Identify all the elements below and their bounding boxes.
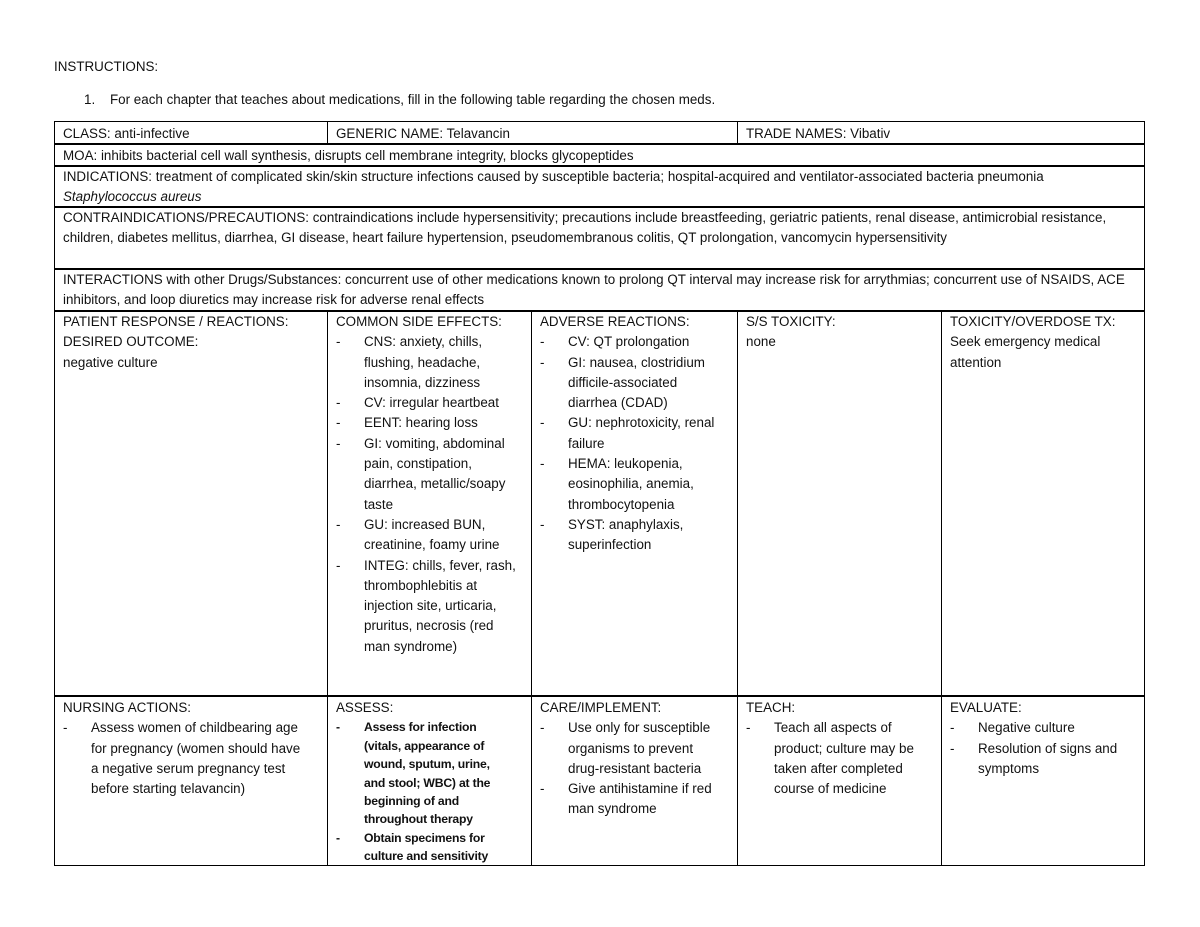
overdose-tx-text: Seek emergency medical attention [950, 334, 1101, 370]
adverse-reactions-label: ADVERSE REACTIONS: [540, 314, 690, 329]
class-cell: CLASS: anti-infective [63, 126, 190, 141]
teach-cell [738, 698, 941, 799]
toxicity-signs-text: none [746, 334, 776, 350]
indications-cell [55, 167, 1135, 208]
moa-cell: MOA: inhibits bacterial cell wall synthesis, disrupts cell membrane integrity, blocks glycopeptides [63, 148, 634, 163]
care-implement-list [540, 718, 725, 819]
adverse-reactions-cell [532, 312, 737, 556]
assess-list [336, 718, 511, 865]
teach-label: TEACH: [746, 700, 796, 715]
adverse-reactions-list [540, 332, 722, 555]
list-item: - GU: nephrotoxicity, renal failure [540, 413, 722, 454]
indications-text: INDICATIONS: treatment of complicated skin/skin structure infections caused by susceptible bacteria; hospital-acquired and ventilator-associated bacteria pneumonia [63, 169, 1044, 184]
list-item: - INTEG: chills, fever, rash, thrombophlebitis at injection site, urticaria, pruritus, necrosis (red man syndrome) [336, 556, 516, 657]
list-item: - Assess women of childbearing age for pregnancy (women should have a negative serum pregnancy test before starting telavancin) [63, 718, 303, 799]
list-item: - Obtain specimens for culture and sensitivity [336, 829, 511, 866]
list-item: - Teach all aspects of product; culture may be taken after completed course of medicine [746, 718, 926, 799]
list-item: - SYST: anaphylaxis, superinfection [540, 515, 722, 556]
evaluate-cell [942, 698, 1144, 779]
instruction-step [84, 90, 715, 110]
patient-response-label: PATIENT RESPONSE / REACTIONS: [63, 314, 289, 329]
list-item: - CV: irregular heartbeat [336, 393, 516, 413]
contraindications-cell: CONTRAINDICATIONS/PRECAUTIONS: contraindications include hypersensitivity; precautions include breastfeeding, geriatric patients, renal disease, antimicrobial resistance, children, diabetes mellitus, diarrhea, GI disease, heart failure hypertension, pseudomembranous colitis, QT prolongation, vancomycin hypersensitivity [63, 210, 1107, 246]
evaluate-label: EVALUATE: [950, 700, 1022, 715]
toxicity-signs-label: S/S TOXICITY: [746, 314, 836, 329]
nursing-actions-cell [55, 698, 327, 799]
nursing-actions-label: NURSING ACTIONS: [63, 700, 191, 715]
care-implement-cell [532, 698, 737, 820]
assess-cell [328, 698, 531, 866]
list-item: - EENT: hearing loss [336, 413, 516, 433]
nursing-actions-list [63, 718, 303, 799]
side-effects-label: COMMON SIDE EFFECTS: [336, 314, 502, 329]
list-item: - Use only for susceptible organisms to prevent drug-resistant bacteria [540, 718, 725, 779]
list-item: - Assess for infection (vitals, appearance of wound, sputum, urine, and stool; WBC) at the beginning of and throughout therapy [336, 718, 511, 828]
evaluate-list [950, 718, 1140, 779]
step-number: 1. [84, 92, 96, 107]
list-item: - HEMA: leukopenia, eosinophilia, anemia, thrombocytopenia [540, 454, 722, 515]
list-item: - GI: nausea, clostridium difficile-associated diarrhea (CDAD) [540, 353, 722, 414]
list-item: - GI: vomiting, abdominal pain, constipation, diarrhea, metallic/soapy taste [336, 434, 516, 515]
desired-outcome-label: DESIRED OUTCOME: [63, 334, 199, 350]
teach-list [746, 718, 926, 799]
desired-outcome-text: negative culture [63, 354, 158, 370]
patient-response-cell [55, 312, 327, 373]
indications-organism: Staphylococcus aureus [63, 189, 202, 205]
step-text: For each chapter that teaches about medications, fill in the following table regarding the chosen meds. [110, 92, 716, 107]
interactions-cell: INTERACTIONS with other Drugs/Substances: concurrent use of other medications known to prolong QT interval may increase risk for arrythmias; concurrent use of NSAIDS, ACE inhibitors, and loop diuretics may increase risk for adverse renal effects [63, 272, 1125, 308]
list-item: - Give antihistamine if red man syndrome [540, 779, 725, 820]
list-item: - CNS: anxiety, chills, flushing, headache, insomnia, dizziness [336, 332, 516, 393]
instructions-heading: INSTRUCTIONS: [54, 59, 159, 74]
care-implement-label: CARE/IMPLEMENT: [540, 700, 662, 715]
assess-label: ASSESS: [336, 700, 394, 715]
toxicity-signs-cell [738, 312, 941, 353]
trade-names-cell: TRADE NAMES: Vibativ [746, 126, 891, 141]
overdose-tx-label: TOXICITY/OVERDOSE TX: [950, 314, 1116, 329]
side-effects-cell [328, 312, 531, 657]
list-item: - GU: increased BUN, creatinine, foamy urine [336, 515, 516, 556]
side-effects-list [336, 332, 516, 657]
generic-name-cell: GENERIC NAME: Telavancin [336, 126, 510, 141]
list-item: - Resolution of signs and symptoms [950, 739, 1140, 780]
list-item: - Negative culture [950, 718, 1140, 738]
overdose-tx-cell [942, 312, 1132, 373]
list-item: - CV: QT prolongation [540, 332, 722, 352]
